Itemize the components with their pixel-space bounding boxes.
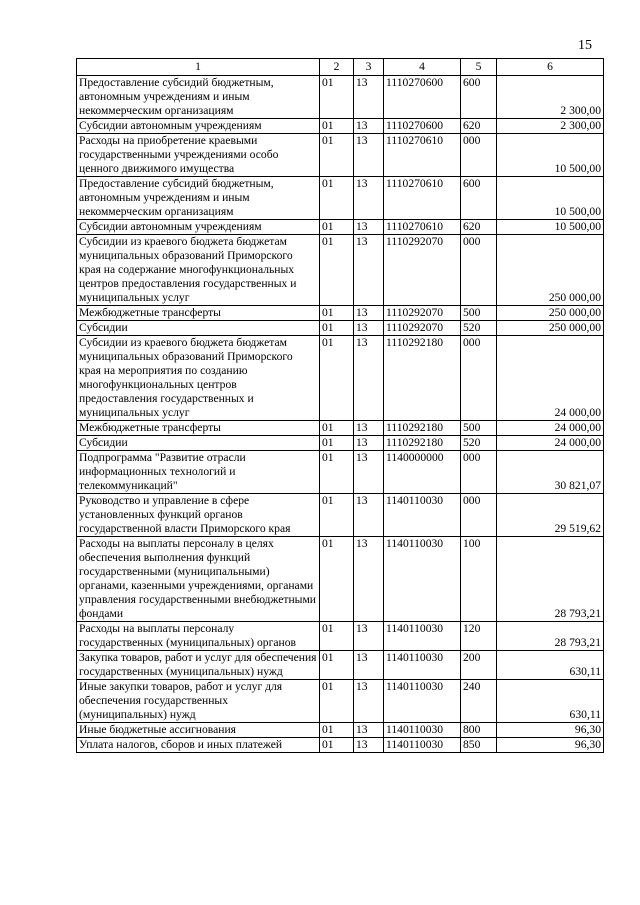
- row-target-article-cell: 1110270610: [384, 220, 461, 235]
- row-amount-cell: 250 000,00: [497, 321, 604, 336]
- row-target-article-cell: 1140110030: [384, 651, 461, 680]
- row-name-cell: Предоставление субсидий бюджетным, автономным учреждениям и иным некоммерческим организациям: [77, 177, 320, 220]
- row-amount-cell: 2 300,00: [497, 119, 604, 134]
- table-row: [77, 451, 604, 494]
- row-expense-type-cell: 520: [461, 436, 497, 451]
- row-name-cell: Расходы на выплаты персоналу в целях обеспечения выполнения функций государственными (муниципальными) органами, казенными учреждениями, органами управления государственными внебюджетными фондами: [77, 537, 320, 622]
- row-name-cell: Иные закупки товаров, работ и услуг для обеспечения государственных (муниципальных) нужд: [77, 680, 320, 723]
- row-section-cell: 01: [320, 494, 354, 537]
- budget-table: [76, 58, 604, 753]
- row-section-cell: 01: [320, 134, 354, 177]
- header-cell: 1: [77, 59, 320, 76]
- row-name-cell: Субсидии из краевого бюджета бюджетам муниципальных образований Приморского края на мероприятия по созданию многофункциональных центров предоставления государственных и муниципальных услуг: [77, 336, 320, 421]
- row-target-article-cell: 1140110030: [384, 738, 461, 753]
- row-section-cell: 01: [320, 177, 354, 220]
- row-subsection-cell: 13: [354, 451, 384, 494]
- row-name-cell: Предоставление субсидий бюджетным, автономным учреждениям и иным некоммерческим организациям: [77, 76, 320, 119]
- row-expense-type-cell: 520: [461, 321, 497, 336]
- row-name-cell: Межбюджетные трансферты: [77, 421, 320, 436]
- header-cell: 6: [497, 59, 604, 76]
- row-target-article-cell: 1110292070: [384, 235, 461, 306]
- row-section-cell: 01: [320, 451, 354, 494]
- row-subsection-cell: 13: [354, 723, 384, 738]
- row-section-cell: 01: [320, 76, 354, 119]
- row-amount-cell: 630,11: [497, 651, 604, 680]
- row-section-cell: 01: [320, 680, 354, 723]
- table-row: [77, 494, 604, 537]
- row-target-article-cell: 1110270600: [384, 119, 461, 134]
- header-cell: 3: [354, 59, 384, 76]
- row-expense-type-cell: 800: [461, 723, 497, 738]
- row-name-cell: Закупка товаров, работ и услуг для обеспечения государственных (муниципальных) нужд: [77, 651, 320, 680]
- row-amount-cell: 10 500,00: [497, 134, 604, 177]
- row-expense-type-cell: 120: [461, 622, 497, 651]
- row-amount-cell: 28 793,21: [497, 537, 604, 622]
- row-expense-type-cell: 000: [461, 336, 497, 421]
- row-section-cell: 01: [320, 421, 354, 436]
- row-section-cell: 01: [320, 336, 354, 421]
- row-subsection-cell: 13: [354, 421, 384, 436]
- table-row: [77, 220, 604, 235]
- row-amount-cell: 630,11: [497, 680, 604, 723]
- row-expense-type-cell: 000: [461, 451, 497, 494]
- row-amount-cell: 29 519,62: [497, 494, 604, 537]
- table-row: [77, 537, 604, 622]
- row-subsection-cell: 13: [354, 76, 384, 119]
- row-name-cell: Субсидии: [77, 321, 320, 336]
- table-row: [77, 738, 604, 753]
- row-name-cell: Субсидии автономным учреждениям: [77, 220, 320, 235]
- table-row: [77, 177, 604, 220]
- row-section-cell: 01: [320, 321, 354, 336]
- row-target-article-cell: 1140110030: [384, 494, 461, 537]
- table-row: [77, 436, 604, 451]
- row-target-article-cell: 1110292180: [384, 336, 461, 421]
- row-section-cell: 01: [320, 235, 354, 306]
- row-target-article-cell: 1110292070: [384, 306, 461, 321]
- row-expense-type-cell: 000: [461, 494, 497, 537]
- row-section-cell: 01: [320, 436, 354, 451]
- row-section-cell: 01: [320, 119, 354, 134]
- header-cell: 2: [320, 59, 354, 76]
- row-target-article-cell: 1140110030: [384, 680, 461, 723]
- table-row: [77, 723, 604, 738]
- row-subsection-cell: 13: [354, 651, 384, 680]
- row-subsection-cell: 13: [354, 336, 384, 421]
- row-expense-type-cell: 000: [461, 235, 497, 306]
- row-expense-type-cell: 000: [461, 134, 497, 177]
- row-amount-cell: 250 000,00: [497, 235, 604, 306]
- header-cell: 5: [461, 59, 497, 76]
- row-target-article-cell: 1140000000: [384, 451, 461, 494]
- row-amount-cell: 10 500,00: [497, 220, 604, 235]
- row-section-cell: 01: [320, 220, 354, 235]
- row-subsection-cell: 13: [354, 220, 384, 235]
- row-section-cell: 01: [320, 651, 354, 680]
- row-name-cell: Подпрограмма "Развитие отрасли информационных технологий и телекоммуникаций": [77, 451, 320, 494]
- table-row: [77, 336, 604, 421]
- row-target-article-cell: 1140110030: [384, 622, 461, 651]
- row-subsection-cell: 13: [354, 134, 384, 177]
- row-expense-type-cell: 600: [461, 177, 497, 220]
- row-target-article-cell: 1110270600: [384, 76, 461, 119]
- row-amount-cell: 96,30: [497, 723, 604, 738]
- row-name-cell: Межбюджетные трансферты: [77, 306, 320, 321]
- row-expense-type-cell: 100: [461, 537, 497, 622]
- row-amount-cell: 24 000,00: [497, 436, 604, 451]
- table-row: [77, 306, 604, 321]
- row-expense-type-cell: 600: [461, 76, 497, 119]
- row-amount-cell: 2 300,00: [497, 76, 604, 119]
- row-expense-type-cell: 620: [461, 119, 497, 134]
- row-section-cell: 01: [320, 306, 354, 321]
- row-amount-cell: 30 821,07: [497, 451, 604, 494]
- table-row: [77, 235, 604, 306]
- row-amount-cell: 24 000,00: [497, 336, 604, 421]
- row-subsection-cell: 13: [354, 680, 384, 723]
- row-name-cell: Расходы на выплаты персоналу государственных (муниципальных) органов: [77, 622, 320, 651]
- header-cell: 4: [384, 59, 461, 76]
- row-target-article-cell: 1140110030: [384, 723, 461, 738]
- row-section-cell: 01: [320, 738, 354, 753]
- table-row: [77, 134, 604, 177]
- table-row: [77, 119, 604, 134]
- table-row: [77, 622, 604, 651]
- row-section-cell: 01: [320, 622, 354, 651]
- row-subsection-cell: 13: [354, 738, 384, 753]
- row-name-cell: Иные бюджетные ассигнования: [77, 723, 320, 738]
- row-name-cell: Субсидии: [77, 436, 320, 451]
- header-row: [77, 59, 604, 76]
- row-name-cell: Расходы на приобретение краевыми государственными учреждениями особо ценного движимого имущества: [77, 134, 320, 177]
- row-target-article-cell: 1110292070: [384, 321, 461, 336]
- row-name-cell: Руководство и управление в сфере установленных функций органов государственной власти Приморского края: [77, 494, 320, 537]
- row-section-cell: 01: [320, 537, 354, 622]
- table-row: [77, 651, 604, 680]
- row-subsection-cell: 13: [354, 537, 384, 622]
- row-subsection-cell: 13: [354, 119, 384, 134]
- row-name-cell: Субсидии автономным учреждениям: [77, 119, 320, 134]
- row-expense-type-cell: 200: [461, 651, 497, 680]
- row-name-cell: Субсидии из краевого бюджета бюджетам муниципальных образований Приморского края на содержание многофункциональных центров предоставления государственных и муниципальных услуг: [77, 235, 320, 306]
- table-row: [77, 321, 604, 336]
- row-name-cell: Уплата налогов, сборов и иных платежей: [77, 738, 320, 753]
- table-row: [77, 76, 604, 119]
- row-target-article-cell: 1110292180: [384, 421, 461, 436]
- table-row: [77, 680, 604, 723]
- row-expense-type-cell: 850: [461, 738, 497, 753]
- row-target-article-cell: 1110270610: [384, 134, 461, 177]
- row-target-article-cell: 1110270610: [384, 177, 461, 220]
- row-subsection-cell: 13: [354, 622, 384, 651]
- row-expense-type-cell: 240: [461, 680, 497, 723]
- row-amount-cell: 28 793,21: [497, 622, 604, 651]
- row-expense-type-cell: 500: [461, 421, 497, 436]
- row-expense-type-cell: 620: [461, 220, 497, 235]
- row-amount-cell: 96,30: [497, 738, 604, 753]
- row-subsection-cell: 13: [354, 306, 384, 321]
- row-subsection-cell: 13: [354, 177, 384, 220]
- table-row: [77, 421, 604, 436]
- row-amount-cell: 10 500,00: [497, 177, 604, 220]
- page-number: 15: [578, 38, 592, 53]
- row-target-article-cell: 1140110030: [384, 537, 461, 622]
- row-subsection-cell: 13: [354, 321, 384, 336]
- row-section-cell: 01: [320, 723, 354, 738]
- row-amount-cell: 250 000,00: [497, 306, 604, 321]
- row-amount-cell: 24 000,00: [497, 421, 604, 436]
- row-subsection-cell: 13: [354, 436, 384, 451]
- row-subsection-cell: 13: [354, 494, 384, 537]
- row-target-article-cell: 1110292180: [384, 436, 461, 451]
- row-expense-type-cell: 500: [461, 306, 497, 321]
- row-subsection-cell: 13: [354, 235, 384, 306]
